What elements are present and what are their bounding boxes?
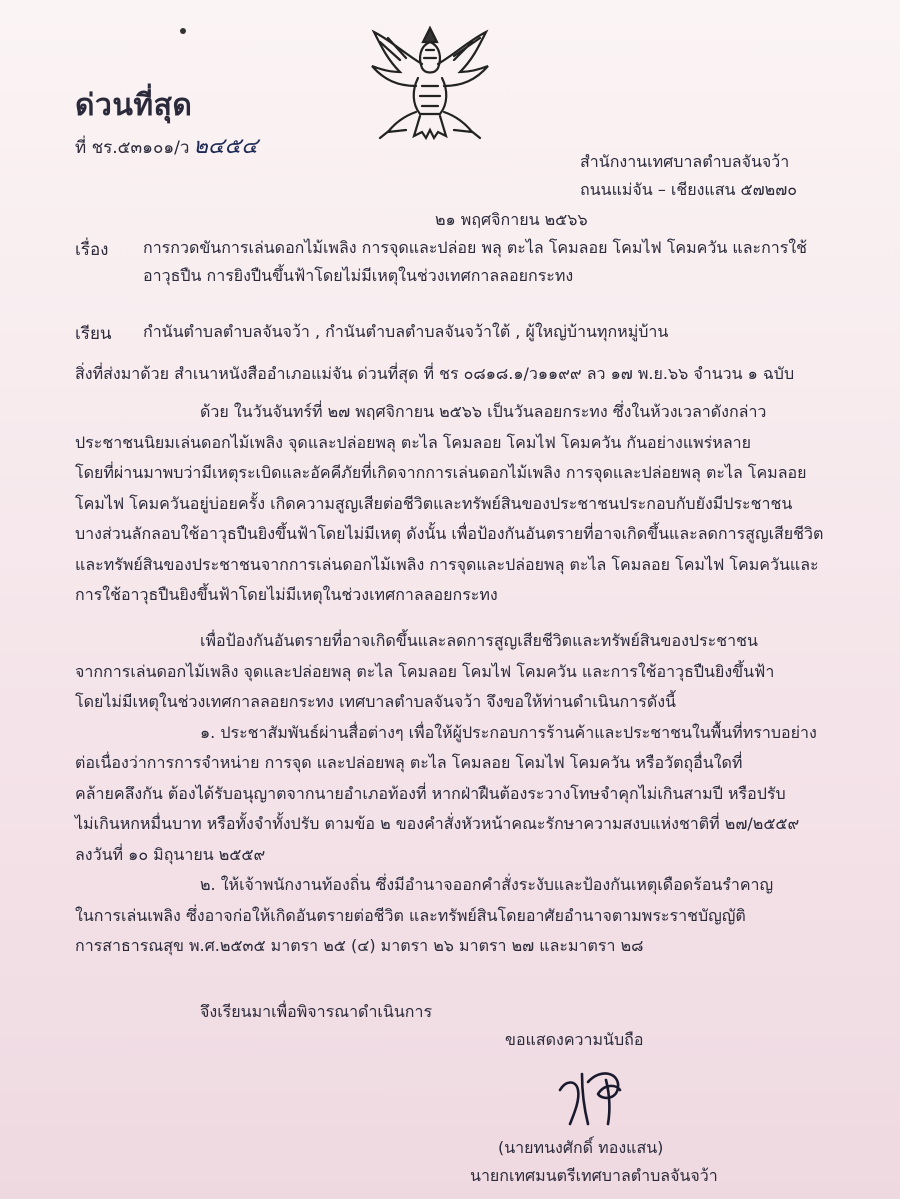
paragraph-line: บางส่วนลักลอบใช้อาวุธปืนยิงขึ้นฟ้าโดยไม่มีเหตุ ดังนั้น เพื่อป้องกันอันตรายที่อาจเกิดขึ้นและลดการสูญเสียชีวิต	[75, 524, 824, 543]
signer-title: นายกเทศมนตรีเทศบาลตำบลจันจว้า	[470, 1166, 718, 1185]
handwritten-signature	[548, 1060, 658, 1130]
document-date: ๒๑ พฤศจิกายน ๒๕๖๖	[435, 210, 588, 229]
garuda-emblem-icon	[360, 20, 500, 145]
paragraph-line: คล้ายคลึงกัน ต้องได้รับอนุญาตจากนายอำเภอท้องที่ หากฝ่าฝืนต้องระวางโทษจำคุกไม่เกินสามปี หรือปรับ	[75, 783, 786, 803]
paragraph-line: โดยที่ผ่านมาพบว่ามีเหตุระเบิดและอัคคีภัยที่เกิดจากการเล่นดอกไม้เพลิง การจุดและปล่อยพลุ ตะไล โคมลอย	[75, 463, 807, 482]
office-address: ถนนแม่จัน – เชียงแสน ๕๗๒๗๐	[580, 180, 798, 199]
document-number-handwritten: ๒๔๕๔	[193, 134, 258, 159]
document-number	[75, 128, 258, 163]
ink-dot	[180, 28, 186, 34]
paragraph-line: การใช้อาวุธปืนยิงขึ้นฟ้าโดยไม่มีเหตุในช่วงเทศกาลลอยกระทง	[75, 585, 498, 604]
body-paragraph-2	[75, 626, 845, 962]
paragraph-line: ประชาชนนิยมเล่นดอกไม้เพลิง จุดและปล่อยพลุ ตะไล โคมลอย โคมไฟ โคมควัน กันอย่างแพร่หลาย	[75, 432, 751, 452]
subject-line-1: การกวดขันการเล่นดอกไม้เพลิง การจุดและปล่อย พลุ ตะไล โคมลอย โคมไฟ โคมควัน และการใช้	[143, 238, 808, 257]
paragraph-line: ด้วย ในวันจันทร์ที่ ๒๗ พฤศจิกายน ๒๕๖๖ เป็นวันลอยกระทง ซึ่งในห้วงเวลาดังกล่าว	[200, 402, 767, 421]
closing-regards: ขอแสดงความนับถือ	[505, 1030, 644, 1049]
closing-request: จึงเรียนมาเพื่อพิจารณาดำเนินการ	[200, 1002, 433, 1021]
signer-name: (นายทนงศักดิ์ ทองแสน)	[498, 1138, 664, 1157]
paragraph-line: ต่อเนื่องว่าการการจำหน่าย การจุด และปล่อยพลุ ตะไล โคมลอย โคมไฟ โคมควัน หรือวัตถุอื่นใดที่	[75, 753, 743, 772]
body-paragraph-1	[75, 397, 845, 611]
paragraph-line: ลงวันที่ ๑๐ มิถุนายน ๒๕๕๙	[75, 844, 266, 864]
paragraph-line: ไม่เกินหกหมื่นบาท หรือทั้งจำทั้งปรับ ตามข้อ ๒ ของคำสั่งหัวหน้าคณะรักษาความสงบแห่งชาติที่ ๒๗/๒๕๕๙	[75, 814, 800, 833]
urgency-label: ด่วนที่สุด	[75, 88, 193, 123]
paragraph-line: โคมไฟ โคมควันอยู่บ่อยครั้ง เกิดความสูญเสียต่อชีวิตและทรัพย์สินของประชาชนประกอบกับยังมีประชาชน	[75, 493, 793, 513]
subject-label: เรื่อง	[75, 240, 109, 260]
paragraph-line: ในการเล่นเพลิง ซึ่งอาจก่อให้เกิดอันตรายต่อชีวิต และทรัพย์สินโดยอาศัยอำนาจตามพระราชบัญญัติ	[75, 905, 746, 925]
paragraph-line: โดยไม่มีเหตุในช่วงเทศกาลลอยกระทง เทศบาลตำบลจันจว้า จึงขอให้ท่านดำเนินการดังนี้	[75, 692, 676, 711]
paragraph-line: ๒. ให้เจ้าพนักงานท้องถิ่น ซึ่งมีอำนาจออกคำสั่งระงับและป้องกันเหตุเดือดร้อนรำคาญ	[200, 875, 774, 894]
paragraph-line: จากการเล่นดอกไม้เพลิง จุดและปล่อยพลุ ตะไล โคมลอย โคมไฟ โคมควัน และการใช้อาวุธปืนยิงขึ้นฟ้า	[75, 661, 775, 681]
paragraph-line: การสาธารณสุข พ.ศ.๒๕๓๕ มาตรา ๒๕ (๔) มาตรา ๒๖ มาตรา ๒๗ และมาตรา ๒๘	[75, 936, 644, 955]
paragraph-line: ๑. ประชาสัมพันธ์ผ่านสื่อต่างๆ เพื่อให้ผู้ประกอบการร้านค้าและประชาชนในพื้นที่ทราบอย่าง	[200, 722, 817, 742]
office-name: สำนักงานเทศบาลตำบลจันจว้า	[580, 152, 790, 171]
enclosure-line: สิ่งที่ส่งมาด้วย สำเนาหนังสืออำเภอแม่จัน ด่วนที่สุด ที่ ชร ๐๘๑๘.๑/ว๑๑๙๙ ลว ๑๗ พ.ย.๖๖ จำนวน ๑ ฉบับ	[75, 364, 795, 383]
recipient-text: กำนันตำบลตำบลจันจว้า , กำนันตำบลตำบลจันจว้าใต้ , ผู้ใหญ่บ้านทุกหมู่บ้าน	[143, 322, 669, 341]
recipient-label: เรียน	[75, 324, 112, 344]
paragraph-line: เพื่อป้องกันอันตรายที่อาจเกิดขึ้นและลดการสูญเสียชีวิตและทรัพย์สินของประชาชน	[200, 631, 758, 650]
paragraph-line: และทรัพย์สินของประชาชนจากการเล่นดอกไม้เพลิง การจุดและปล่อยพลุ ตะไล โคมลอย โคมไฟ โคมควันและ	[75, 554, 819, 574]
document-number-prefix: ที่ ชร.๕๓๑๐๑/ว	[75, 138, 190, 158]
subject-line-2: อาวุธปืน การยิงปืนขึ้นฟ้าโดยไม่มีเหตุในช่วงเทศกาลลอยกระทง	[143, 266, 574, 285]
